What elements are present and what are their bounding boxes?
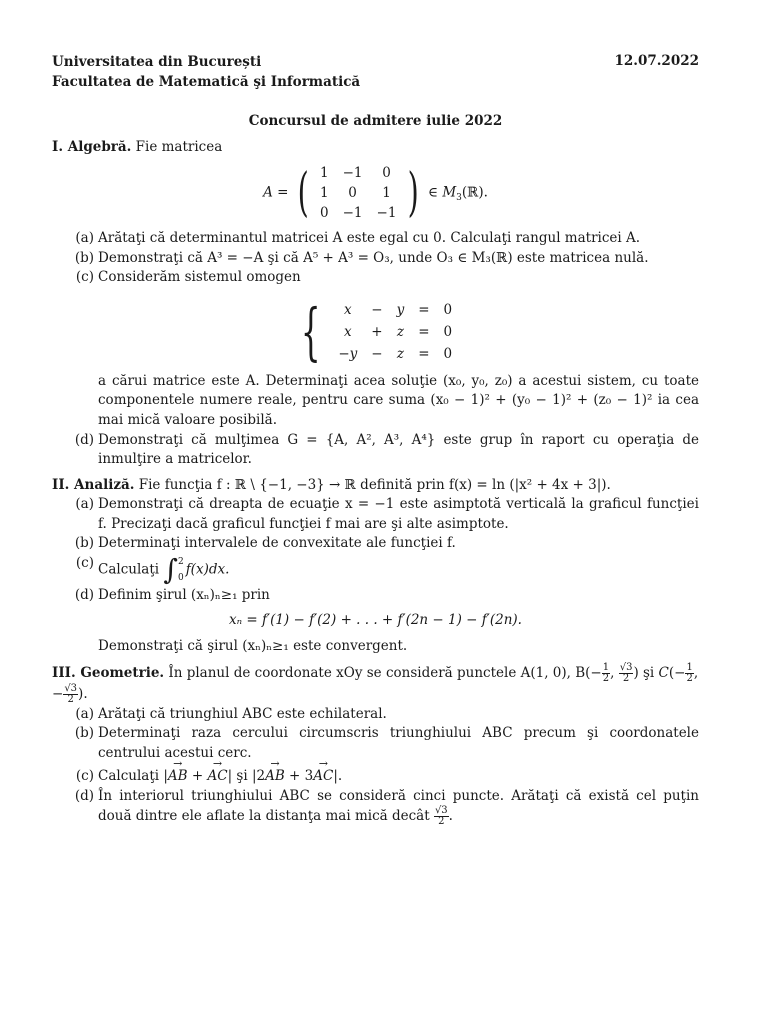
matrix-cell: 0 — [382, 165, 391, 182]
sequence-formula: xₙ = f′(1) − f′(2) + . . . + f′(2n − 1) − f′(2n). — [229, 612, 522, 629]
faculty-name: Facultatea de Matematică şi Informatică — [52, 74, 361, 90]
integral-sign: ∫ — [163, 552, 178, 586]
matrix-cell: 0 — [320, 205, 329, 222]
matrix-cell: 0 — [348, 185, 357, 202]
exam-page — [52, 52, 699, 827]
question-item: (c) Considerăm sistemul omogen — [75, 269, 301, 286]
section-intro: Fie matricea — [135, 138, 223, 155]
section-intro: Fie funcţia f : ℝ \ {−1, −3} → ℝ definită prin f(x) = ln (|x² + 4x + 3|). — [138, 476, 611, 493]
matrix-cell: 1 — [320, 165, 329, 182]
question-item: (c) Calculaţi |→ AB + → AC| şi |2→ AB + 3→ AC|. — [52, 767, 699, 787]
section-geometrie: III. Geometrie. În planul de coordonate xOy se consideră punctele A(1, 0), B(− $\frac{1}{2}$ , $\frac{√3}{2}$ ) şi C(− $\frac{1}{2}$ , − $\frac{√3}{2}$ ). (a) Arătaţi că triunghiul ABC este echilateral. (b) Determinaţi raza cercului circumscris triunghiului ABC precum şi coordonatele centrului acestui cerc. (c) Calculaţi |→ AB + → AC| şi |2→ AB + 3→ AC|. (d) În interiorul triunghiului ABC se consideră cinci puncte. Arătaţi că există cel puţin două dintre ele aflate la distanţa mai mică decât $\frac{√3}{2}$ . — [52, 663, 699, 828]
section-heading: I. Algebră. — [52, 138, 132, 155]
exam-title: Concursul de admitere iulie 2022 — [248, 113, 503, 129]
system-display: { x − y = 0 x + z = 0 −y − z = 0 — [52, 298, 699, 366]
matrix-cell: −1 — [342, 205, 363, 222]
question-item-continued: Demonstraţi că şirul (xₙ)ₙ≥₁ este convergent. — [98, 638, 408, 654]
question-item: (d) Definim şirul (xₙ)ₙ≥₁ prin — [74, 586, 270, 603]
question-item: (d) În interiorul triunghiului ABC se consideră cinci puncte. Arătaţi că există cel puţin două dintre ele aflate la distanţa mai mică decât $\frac{√3}{2}$ . — [74, 787, 699, 828]
matrix-cell: 1 — [382, 185, 391, 202]
header — [52, 52, 699, 92]
section-heading: III. Geometrie. — [52, 664, 165, 681]
question-item: (b) Determinaţi intervalele de convexitate ale funcţiei f. — [74, 535, 456, 552]
question-item: (a) Arătaţi că determinantul matricei A este egal cu 0. Calculaţi rangul matricei A. — [75, 230, 641, 247]
question-item-continued: a cărui matrice este A. Determinaţi acea soluţie (x₀, y₀, z₀) a acestui sistem, cu toate componentele numere reale, pentru care suma (x₀ − 1)² + (y₀ − 1)² + (z₀ − 1)² ia cea mai mică valoare posibilă. — [98, 372, 699, 428]
question-item: (b) Demonstraţi că A³ = −A şi că A⁵ + A³ = O₃, unde O₃ ∈ M₃(ℝ) este matricea nulă. — [74, 249, 649, 266]
matrix-cell: 1 — [320, 185, 329, 202]
section-heading: II. Analiză. — [52, 476, 135, 493]
exam-date: 12.07.2022 — [614, 53, 699, 69]
matrix-cell: −1 — [376, 205, 397, 222]
question-item: (d) Demonstraţi că mulţimea G = {A, A², A³, A⁴} este grup în raport cu operaţia de inmulţire a matricelor. — [74, 431, 699, 468]
section-algebra — [52, 138, 699, 470]
question-item: (b) Determinaţi raza cercului circumscris triunghiului ABC precum şi coordonatele centrului acestui cerc. — [74, 725, 699, 761]
section-analiza — [52, 476, 699, 657]
university-name: Universitatea din București — [52, 54, 262, 70]
section-intro: În planul de coordonate xOy se consideră punctele A(1, 0), B(− — [168, 664, 602, 681]
question-item: (a) Demonstraţi că dreapta de ecuaţie x = −1 este asimptotă verticală la graficul funcţiei f. Precizaţi dacă graficul funcţiei f mai are şi alte asimptote. — [75, 496, 699, 532]
question-item: (c) Calculaţi ∫ 2 0 f(x)dx. — [75, 552, 230, 586]
matrix-a — [313, 163, 403, 223]
question-item: (a) Arătaţi că triunghiul ABC este echilateral. — [75, 705, 387, 722]
matrix-cell: −1 — [342, 165, 363, 182]
equation-system: x − y = 0 x + z = 0 −y − z = 0 — [338, 301, 453, 362]
matrix-display: A = ( 1 −1 0 1 0 1 0 −1 −1 ) ∈ $M_3(ℝ)$. — [263, 163, 488, 224]
